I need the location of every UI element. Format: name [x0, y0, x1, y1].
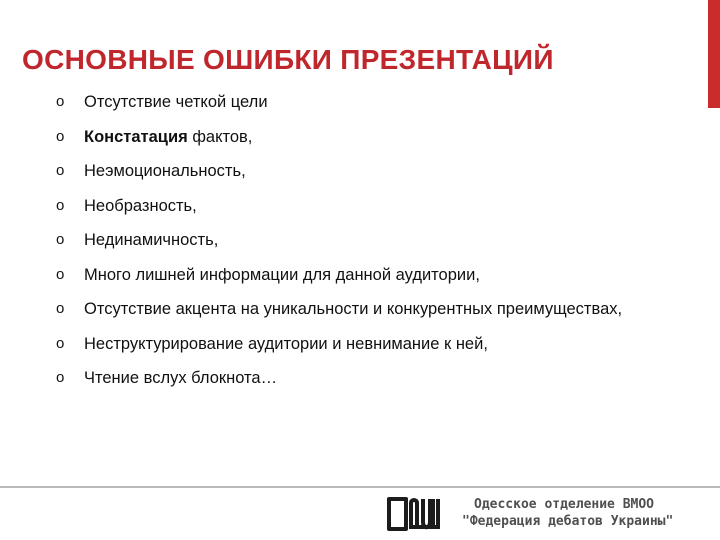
bullet-item — [56, 299, 656, 319]
bullet-marker: o — [56, 300, 65, 317]
bullet-text: Неструктурирование аудитории и невнимание к ней, — [84, 334, 488, 353]
bullet-item — [56, 92, 656, 112]
bullet-marker: o — [56, 162, 65, 179]
bullet-item — [56, 196, 656, 216]
bullet-marker: o — [56, 127, 65, 145]
bullet-text: Нединамичность, — [84, 231, 219, 249]
bullet-marker: o — [56, 93, 65, 110]
footer-org-line1: Одесское отделение ВМОО — [474, 497, 655, 512]
bullet-item — [56, 161, 656, 181]
bullet-item — [56, 334, 656, 354]
footer-org-line2: "Федерация дебатов Украины" — [462, 514, 674, 529]
omdu-logo-icon — [386, 496, 444, 532]
footer-organization — [462, 496, 714, 530]
bullet-item — [56, 230, 656, 250]
accent-bar — [708, 0, 720, 108]
bullet-text: Чтение вслух блокнота… — [84, 369, 278, 387]
bullet-marker: o — [56, 231, 65, 248]
bullet-marker: o — [56, 369, 65, 386]
bullet-text: Отсутствие акцента на уникальности и конкурентных преимуществах, — [84, 300, 623, 318]
bullet-text: Много лишней информации для данной аудитории, — [84, 265, 480, 284]
bullet-item — [56, 127, 656, 147]
bullet-list — [56, 92, 656, 403]
bullet-marker: o — [56, 265, 65, 283]
bullet-text: фактов, — [187, 127, 253, 146]
footer-divider — [0, 486, 720, 488]
bullet-text: Отсутствие четкой цели — [84, 93, 268, 111]
bullet-text: Неэмоциональность, — [84, 162, 246, 180]
bullet-item — [56, 368, 656, 388]
slide-title: ОСНОВНЫЕ ОШИБКИ ПРЕЗЕНТАЦИЙ — [22, 44, 554, 75]
bullet-text: Необразность, — [84, 196, 197, 215]
bullet-bold-text: Констатация — [84, 127, 188, 146]
bullet-marker: o — [56, 334, 65, 352]
bullet-marker: o — [56, 196, 65, 214]
bullet-item — [56, 265, 656, 285]
